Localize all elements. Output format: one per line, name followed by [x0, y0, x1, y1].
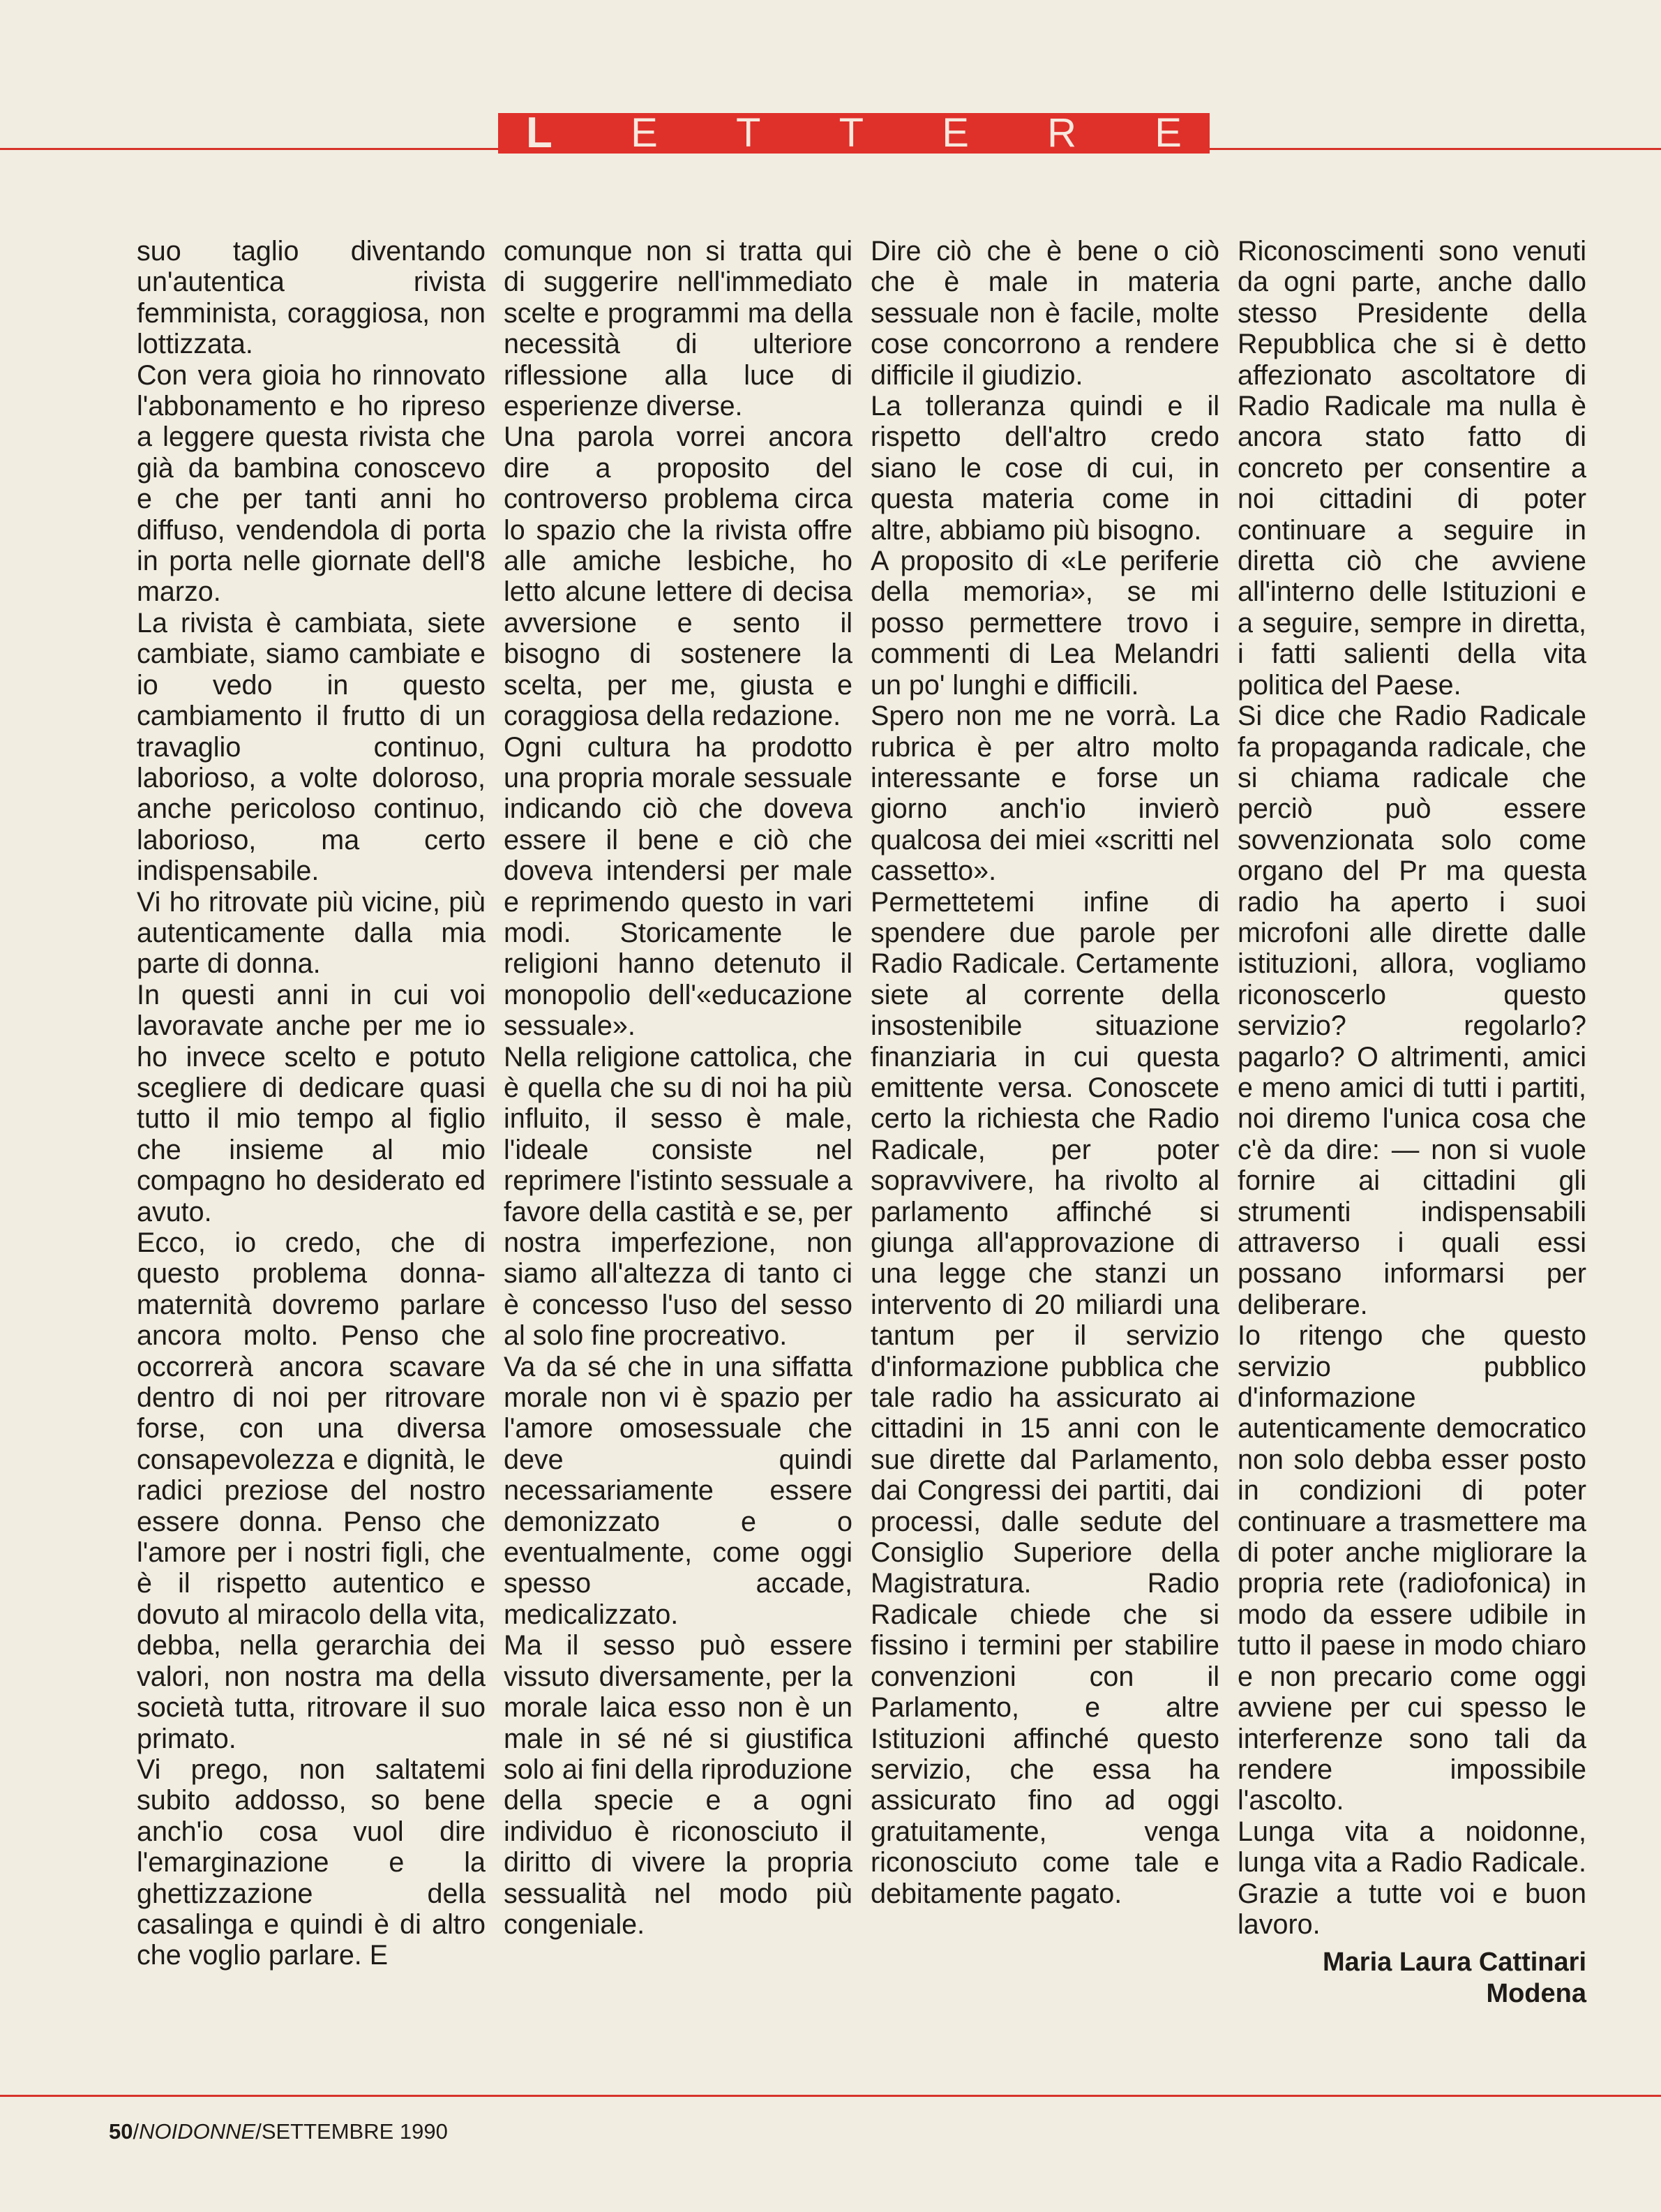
header-letter: T [735, 110, 761, 156]
footer-separator: / [255, 2119, 262, 2144]
letter-body [137, 236, 1588, 2078]
paragraph: Ogni cultura ha prodotto una propria morale sessuale indicando ciò che doveva essere il bene e ciò che doveva intendersi per male e reprimendo questo in vari modi. Storicamente le religioni hanno detenuto il monopolio dell'«educazione sessuale». [504, 731, 852, 1042]
section-header-lettere [498, 109, 1210, 157]
header-letter: L [526, 109, 553, 157]
signature-name: Maria Laura Cattinari [1323, 1948, 1586, 1978]
paragraph: Con vera gioia ho rinnovato l'abbonamento e ho ripreso a leggere questa rivista che già da bambina conoscevo e che per tanti anni ho diffuso, vendendola di porta in porta nelle giornate dell'8 marzo. [137, 359, 486, 608]
signature [1238, 1947, 1586, 2009]
issue-date: SETTEMBRE 1990 [261, 2119, 448, 2144]
paragraph: Spero non me ne vorrà. La rubrica è per altro molto interessante e forse un giorno anch'io invierò qualcosa dei miei «scritti nel cassetto». [871, 701, 1219, 887]
paragraph: Dire ciò che è bene o ciò che è male in materia sessuale non è facile, molte cose concorrono a rendere difficile il giudizio. [871, 236, 1219, 391]
header-letter: E [1155, 110, 1182, 156]
paragraph: comunque non si tratta qui di suggerire nell'immediato scelte e programmi ma della necessità di ulteriore riflessione alla luce di esperienze diverse. [504, 236, 852, 422]
page-footer [109, 2119, 448, 2144]
text-column-4 [1238, 236, 1586, 2078]
paragraph: La rivista è cambiata, siete cambiate, siamo cambiate e io vedo in questo cambiamento il frutto di un travaglio continuo, laborioso, a volte doloroso, anche pericoloso continuo, laborioso, ma certo indispensabile. [137, 607, 486, 887]
page-number: 50 [109, 2119, 133, 2144]
paragraph: Lunga vita a noidonne, lunga vita a Radio Radicale. Grazie a tutte voi e buon lavoro. [1238, 1816, 1586, 1940]
paragraph: In questi anni in cui voi lavoravate anche per me io ho invece scelto e potuto scegliere di dedicare quasi tutto il mio tempo al figlio che insieme al mio compagno ho desiderato ed avuto. [137, 979, 486, 1227]
paragraph: Vi prego, non saltatemi subito addosso, so bene anch'io cosa vuol dire l'emarginazione e la ghettizzazione della casalinga e quindi è di altro che voglio parlare. E [137, 1754, 486, 1971]
footer-rule [0, 2095, 1661, 2097]
header-letter: E [942, 110, 969, 156]
paragraph: Vi ho ritrovate più vicine, più autenticamente dalla mia parte di donna. [137, 886, 486, 980]
footer-separator: / [133, 2119, 140, 2144]
text-column-3 [871, 236, 1219, 2078]
paragraph: suo taglio diventando un'autentica rivista femminista, coraggiosa, non lottizzata. [137, 236, 486, 360]
signature-city: Modena [1486, 1978, 1586, 2008]
paragraph: Ecco, io credo, che di questo problema donna-maternità dovremo parlare ancora molto. Penso che occorrerà ancora scavare dentro di noi per ritrovare forse, con una diversa consapevolezza e dignità, le radici preziose del nostro essere donna. Penso che l'amore per i nostri figli, che è il rispetto autentico e dovuto al miracolo della vita, debba, nella gerarchia dei valori, non nostra ma della società tutta, ritrovare il suo primato. [137, 1227, 486, 1754]
paragraph: Permettetemi infine di spendere due parole per Radio Radicale. Certamente siete al corrente della insostenibile situazione finanziaria in cui questa emittente versa. Conoscete certo la richiesta che Radio Radicale, per poter sopravvivere, ha rivolto al parlamento affinché si giunga all'approvazione di una legge che stanzi un intervento di 20 miliardi una tantum per il servizio d'informazione pubblica che tale radio ha assicurato ai cittadini in 15 anni con le sue dirette dal Parlamento, dai Congressi dei partiti, dai processi, dalle sedute del Consiglio Superiore della Magistratura. Radio Radicale chiede che si fissino i termini per stabilire convenzioni con il Parlamento, e altre Istituzioni affinché questo servizio, che essa ha assicurato fino ad oggi gratuitamente, venga riconosciuto come tale e debitamente pagato. [871, 886, 1219, 1909]
header-letter: T [839, 110, 864, 156]
text-column-2 [504, 236, 852, 2078]
magazine-name: NOIDONNE [139, 2119, 256, 2144]
paragraph: A proposito di «Le periferie della memoria», se mi posso permettere trovo i commenti di Lea Melandri un po' lunghi e difficili. [871, 546, 1219, 701]
paragraph: Una parola vorrei ancora dire a proposito del controverso problema circa lo spazio che la rivista offre alle amiche lesbiche, ho letto alcune lettere di decisa avversione e sento il bisogno di sostenere la scelta, per me, giusta e coraggiosa della redazione. [504, 421, 852, 732]
paragraph: Riconoscimenti sono venuti da ogni parte, anche dallo stesso Presidente della Repubblica che si è detto affezionato ascoltatore di Radio Radicale ma nulla è ancora stato fatto di concreto per consentire a noi cittadini di poter continuare a seguire in diretta ciò che avviene all'interno delle Istituzioni e a seguire, sempre in diretta, i fatti salienti della vita politica del Paese. [1238, 236, 1586, 701]
paragraph: La tolleranza quindi e il rispetto dell'altro credo siano le cose di cui, in questa materia come in altre, abbiamo più bisogno. [871, 391, 1219, 546]
paragraph: Si dice che Radio Radicale fa propaganda radicale, che si chiama radicale che perciò può essere sovvenzionata solo come organo del Pr ma questa radio ha aperto i suoi microfoni alle dirette dalle istituzioni, allora, vogliamo riconoscerlo questo servizio? regolarlo? pagarlo? O altrimenti, amici e meno amici di tutti i partiti, noi diremo l'unica cosa che c'è da dire: — non si vuole fornire ai cittadini gli strumenti indispensabili attraverso i quali essi possano informarsi per deliberare. [1238, 701, 1586, 1320]
text-column-1 [137, 236, 486, 2078]
paragraph: Va da sé che in una siffatta morale non vi è spazio per l'amore omosessuale che deve quindi necessariamente essere demonizzato e o eventualmente, come oggi spesso accade, medicalizzato. [504, 1351, 852, 1630]
header-letter: R [1047, 110, 1077, 156]
header-letter: E [631, 110, 658, 156]
paragraph: Ma il sesso può essere vissuto diversamente, per la morale laica esso non è un male in sé né si giustifica solo ai fini della riproduzione della specie e a ogni individuo è riconosciuto il diritto di vivere la propria sessualità nel modo più congeniale. [504, 1630, 852, 1940]
paragraph: Nella religione cattolica, che è quella che su di noi ha più influito, il sesso è male, l'ideale consiste nel reprimere l'istinto sessuale a favore della castità e se, per nostra imperfezione, non siamo all'altezza di tanto ci è concesso l'uso del sesso al solo fine procreativo. [504, 1041, 852, 1352]
paragraph: Io ritengo che questo servizio pubblico d'informazione autenticamente democratico non solo debba esser posto in condizioni di poter continuare a trasmettere ma di poter anche migliorare la propria rete (radiofonica) in modo da essere udibile in tutto il paese in modo chiaro e non precario come oggi avviene per cui spesso le interferenze sono tali da rendere impossibile l'ascolto. [1238, 1320, 1586, 1816]
